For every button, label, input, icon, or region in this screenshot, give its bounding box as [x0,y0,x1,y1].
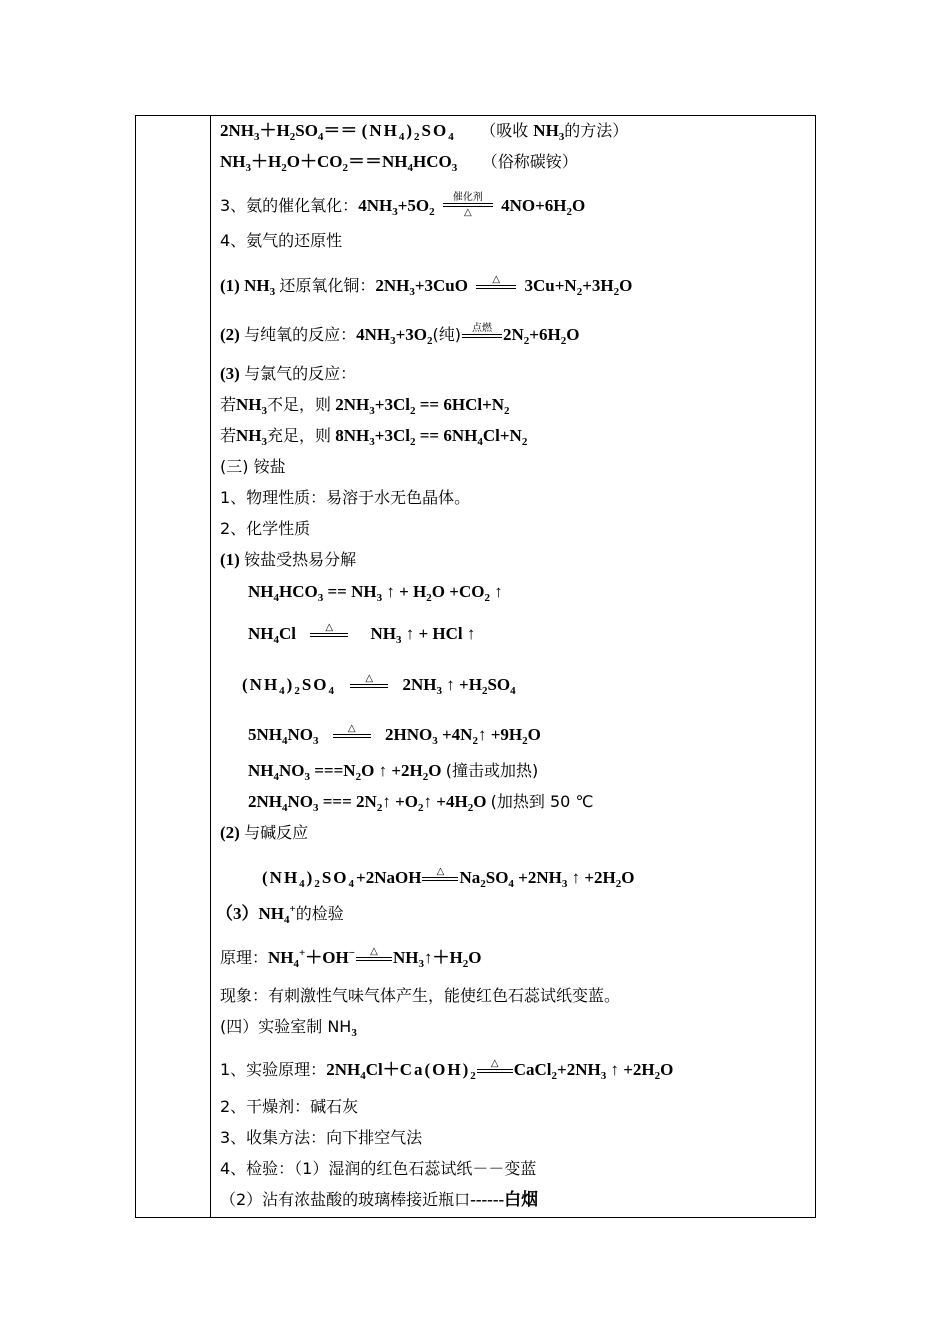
nh3-sufficient: 若$NH_3$充足，则 $8NH_3+3Cl_2 == 6NH_4Cl+N_2$ [220,426,528,448]
equation-ammonium-sulfate-naoh: $(NH_4)_2SO_4+2NaOH$ △ $Na_2SO_4 +2NH_3$ ↑ $+2H_2O$ [262,865,635,890]
test-principle: 原理：$NH_4^++OH^-$ △ $NH_3↑+H_2O$ [220,945,482,970]
equation-ammonium-bicarbonate: $NH_3+H_2O+CO_2==NH_4HCO_3$ （俗称碳铵） [220,152,578,174]
detection-method-2: （2）沾有浓盐酸的玻璃棒接近瓶口------白烟 [220,1190,539,1209]
collection-method: 3、收集方法：向下排空气法 [220,1128,423,1147]
physical-properties: 1、物理性质：易溶于水无色晶体。 [220,488,471,507]
react-with-base: (2) 与碱反应 [220,823,309,842]
decomp-nh4cl: $NH_4Cl$ △ $NH_3$ ↑ + HCl ↑ [248,621,476,646]
decomp-nh4no3-impact: $NH_4NO_3 ===N_2O$ ↑ $+2H_2O$ (撞击或加热) [248,761,539,783]
decomp-nh4no3-heat: $5NH_4NO_3$ △ $2HNO_3$ $+4N_2↑ +9H_2O$ [248,722,541,747]
thermal-decomposition: (1) 铵盐受热易分解 [220,550,357,569]
test-phenomenon: 现象：有刺激性气味气体产生，能使红色石蕊试纸变蓝。 [220,986,621,1005]
nh3-insufficient: 若$NH_3$不足，则 $2NH_3+3Cl_2 == 6HCl+N_2$ [220,395,510,417]
section-lab-preparation: (四）实验室制 $NH_3$ [220,1017,357,1039]
section-ammonium-salts: (三) 铵盐 [220,457,286,476]
decomp-nh4-2so4: $(NH_4)_2SO_4$ △ $2NH_3$ ↑ $+H_2SO_4$ [242,672,516,697]
react-chlorine: (3) 与氯气的反应： [220,364,357,383]
column-divider [210,115,211,1218]
decomp-nh4hco3: $NH_4HCO_3 == NH_3$ ↑ + $H_2O +CO_2$ ↑ [248,582,503,604]
catalytic-oxidation: 3、氨的催化氧化：$4NH_3+5O_2$ 催化剂 △ $4NO+6H_2O$ [220,192,586,218]
lab-principle: 1、实验原理：$2NH_4Cl+Ca(OH)_2$ △ $CaCl_2+2NH_3$ ↑ $+2H_2O$ [220,1057,674,1082]
reduce-copper-oxide: (1) $NH_3$ 还原氧化铜：$2NH_3+3CuO$ △ $3Cu+N_2+3H_2O$ [220,273,633,298]
section-reducing-property: 4、氨气的还原性 [220,231,343,250]
chemical-properties: 2、化学性质 [220,519,311,538]
detection-method-1: 4、检验：（1）湿润的红色石蕊试纸－－变蓝 [220,1159,537,1178]
drying-agent: 2、干燥剂：碱石灰 [220,1097,359,1116]
equation-nh3-h2so4: $2NH_3+H_2SO_4== (NH_4)_2SO_4$ （吸收 $NH_3$的方法） [220,121,629,143]
ammonium-test-heading: $(3)NH_4^+$的检验 [216,903,344,926]
react-pure-oxygen: (2) 与纯氧的反应：$4NH_3+3O_2$(纯) 点燃 $2N_2+6H_2O$ [220,322,580,347]
decomp-nh4no3-50c: $2NH_4NO_3$ === $2N_2↑$ $+O_2↑ +4H_2O$ (加热到 50 ℃ [248,792,594,814]
